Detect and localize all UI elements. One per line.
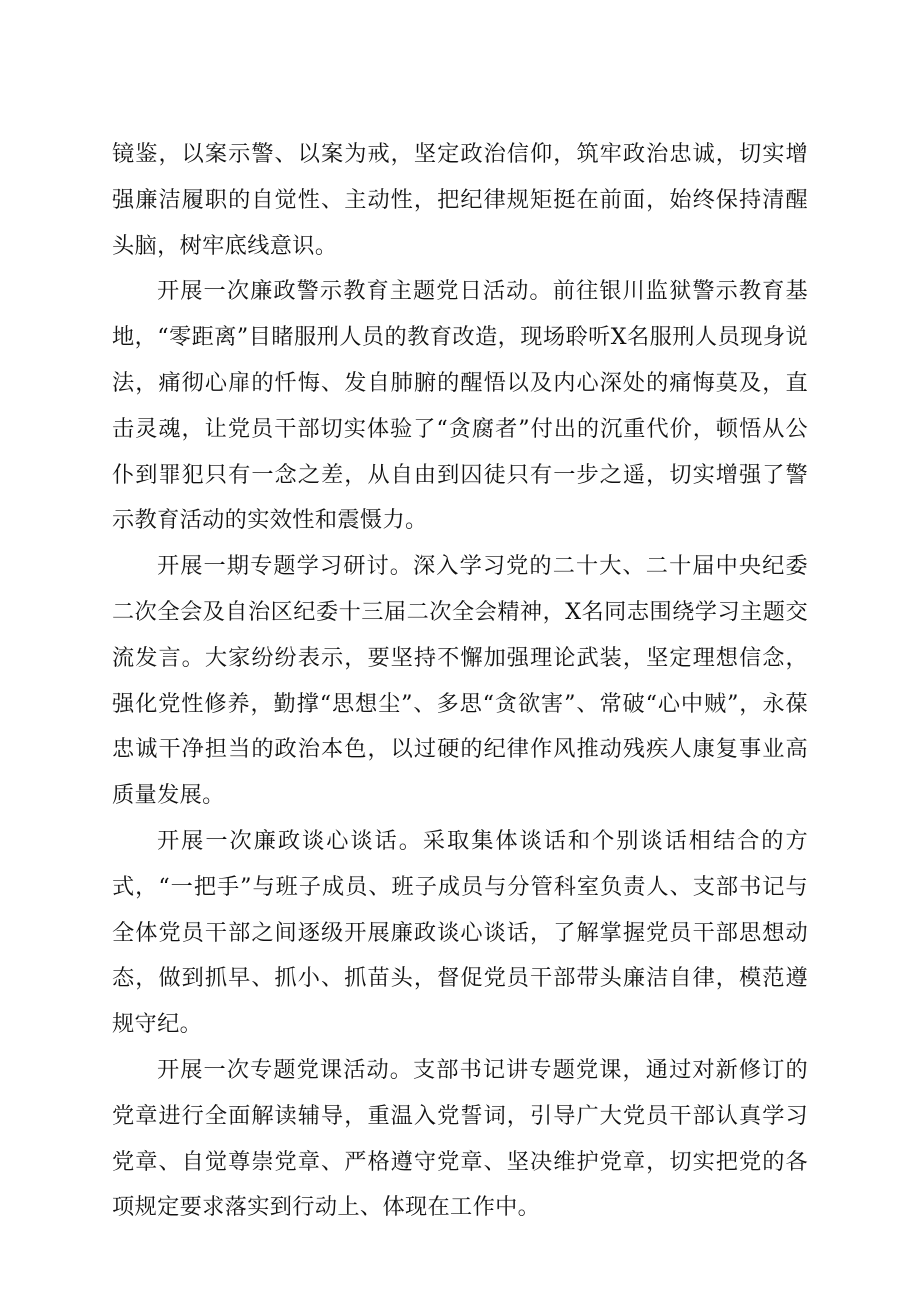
paragraph-study-seminar: 开展一期专题学习研讨。深入学习党的二十大、二十届中央纪委二次全会及自治区纪委十三届二次全会精神，X名同志围绕学习主题交流发言。大家纷纷表示，要坚持不懈加强理论武装，坚定理想信念，强化党性修养，勤撑“思想尘”、多思“贪欲害”、常破“心中贼”，永葆忠诚干净担当的政治本色，以过硬的纪律作风推动残疾人康复事业高质量发展。: [112, 553, 808, 809]
paragraph-continuation: 镜鉴，以案示警、以案为戒，坚定政治信仰，筑牢政治忠诚，切实增强廉洁履职的自觉性、主动性，把纪律规矩挺在前面，始终保持清醒头脑，树牢底线意识。: [112, 141, 808, 259]
paragraph-warning-education: 开展一次廉政警示教育主题党日活动。前往银川监狱警示教育基地，“零距离”目睹服刑人员的教育改造，现场聆听X名服刑人员现身说法，痛彻心扉的忏悔、发自肺腑的醒悟以及内心深处的痛悔莫及，直击灵魂，让党员干部切实体验了“贪腐者”付出的沉重代价，顿悟从公仆到罪犯只有一念之差，从自由到囚徒只有一步之遥，切实增强了警示教育活动的实效性和震慑力。: [112, 278, 808, 534]
paragraph-party-lecture: 开展一次专题党课活动。支部书记讲专题党课，通过对新修订的党章进行全面解读辅导，重温入党誓词，引导广大党员干部认真学习党章、自觉尊崇党章、严格遵守党章、坚决维护党章，切实把党的各项规定要求落实到行动上、体现在工作中。: [112, 1056, 808, 1221]
document-body: [112, 132, 808, 1231]
paragraph-heart-to-heart-talk: 开展一次廉政谈心谈话。采取集体谈话和个别谈话相结合的方式，“一把手”与班子成员、班子成员与分管科室负责人、支部书记与全体党员干部之间逐级开展廉政谈心谈话，了解掌握党员干部思想动态，做到抓早、抓小、抓苗头，督促党员干部带头廉洁自律，模范遵规守纪。: [112, 827, 808, 1038]
